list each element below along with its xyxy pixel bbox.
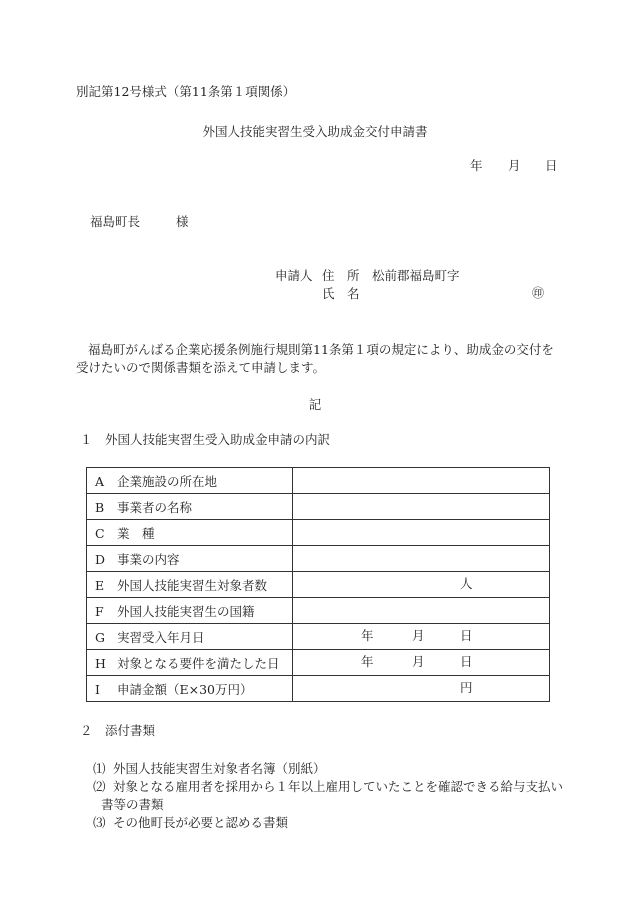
row-value[interactable] [293, 572, 550, 598]
table-row [87, 572, 550, 598]
row-label [87, 468, 293, 494]
month-unit: 月 [412, 654, 425, 669]
row-label-text: 対象となる要件を満たした日 [117, 655, 280, 671]
row-letter: I [95, 681, 100, 697]
row-value[interactable] [293, 546, 550, 572]
row-value[interactable] [293, 598, 550, 624]
row-value[interactable] [293, 520, 550, 546]
row-letter: E [95, 577, 105, 593]
row-label [87, 520, 293, 546]
item-text: 対象となる雇用者を採用から１年以上雇用していたことを確認できる給与支払い [113, 779, 564, 794]
table-row [87, 468, 550, 494]
row-label [87, 650, 293, 676]
table-row [87, 520, 550, 546]
document-title: 外国人技能実習生受入助成金交付申請書 [202, 124, 428, 139]
day-unit: 日 [460, 654, 473, 669]
row-value[interactable] [293, 676, 550, 702]
row-label [87, 624, 293, 650]
application-statement: 福島町がんばる企業応援条例施行規則第11条第１項の規定により、助成金の交付を受けたいので関係書類を添えて申請します。 [76, 342, 554, 375]
row-value[interactable] [293, 468, 550, 494]
row-label [87, 598, 293, 624]
row-letter: A [95, 473, 105, 489]
unit-yen: 円 [460, 680, 473, 695]
item-number: ⑶ [93, 815, 106, 830]
row-label [87, 572, 293, 598]
applicant-label: 申請人 [275, 268, 313, 283]
row-value[interactable] [293, 494, 550, 520]
row-label [87, 494, 293, 520]
row-label-text: 企業施設の所在地 [117, 473, 218, 489]
unit-people: 人 [460, 576, 473, 591]
section2-heading: ２ 添付書類 [80, 723, 156, 738]
row-letter: B [95, 499, 105, 515]
year-unit: 年 [361, 628, 374, 643]
row-letter: D [95, 551, 106, 567]
attachment-item [93, 779, 563, 795]
year-unit: 年 [361, 654, 374, 669]
application-breakdown-table [86, 467, 550, 702]
row-label-text: 業 種 [117, 525, 155, 541]
addressee-honorific: 様 [176, 214, 189, 229]
table-row [87, 546, 550, 572]
row-label-text: 事業者の名称 [117, 499, 193, 515]
name-label: 氏 名 [322, 286, 360, 301]
row-label-text: 外国人技能実習生の国籍 [117, 603, 255, 619]
table-row [87, 650, 550, 676]
month-unit: 月 [412, 628, 425, 643]
row-label-text: 実習受入年月日 [117, 629, 205, 645]
item-number: ⑴ [93, 761, 106, 776]
item-text: 外国人技能実習生対象者名簿（別紙） [113, 761, 326, 776]
day-unit: 日 [460, 628, 473, 643]
attachment-item [93, 761, 326, 777]
table-row [87, 676, 550, 702]
row-letter: F [95, 603, 104, 619]
row-label [87, 676, 293, 702]
attachment-item [93, 815, 288, 831]
row-value[interactable] [293, 650, 550, 676]
row-letter: G [95, 629, 105, 645]
date-year: 年 [470, 158, 483, 173]
table-row [87, 598, 550, 624]
row-letter: H [95, 655, 106, 671]
row-label [87, 546, 293, 572]
row-letter: C [95, 525, 105, 541]
row-value[interactable] [293, 624, 550, 650]
table-row [87, 624, 550, 650]
seal-mark: ㊞ [532, 286, 545, 300]
row-label-text: 事業の内容 [117, 551, 180, 567]
row-label-text: 外国人技能実習生対象者数 [117, 577, 268, 593]
item-number: ⑵ [93, 779, 106, 794]
address-label: 住 所 [322, 268, 360, 283]
address-value: 松前郡福島町字 [372, 268, 460, 283]
section1-heading: １ 外国人技能実習生受入助成金申請の内訳 [80, 432, 331, 447]
table-row [87, 494, 550, 520]
row-label-text: 申請金額（E×30万円） [117, 681, 253, 697]
item-text: その他町長が必要と認める書類 [113, 815, 289, 830]
form-reference: 別記第12号様式（第11条第１項関係） [76, 84, 296, 99]
ki-heading: 記 [308, 397, 322, 412]
date-day: 日 [545, 158, 558, 173]
addressee-name: 福島町長 [90, 214, 141, 229]
attachment-item-continuation: 書等の書類 [101, 797, 164, 812]
date-month: 月 [508, 158, 521, 173]
